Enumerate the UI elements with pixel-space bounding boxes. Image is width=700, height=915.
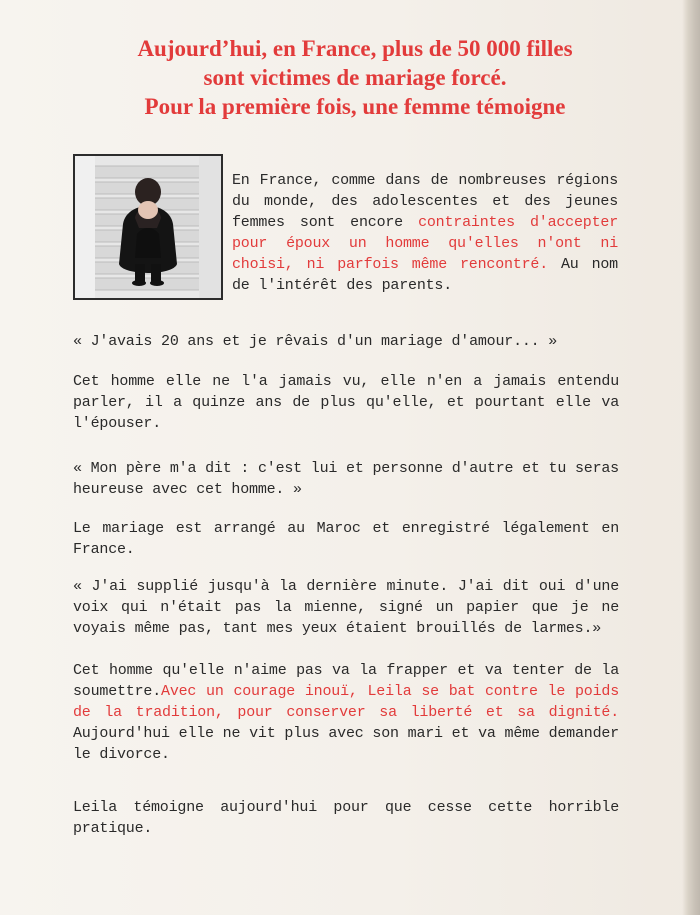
paragraph-6-text-3: Aujourd'hui elle ne vit plus avec son mari et va même demander le divorce. [73, 725, 619, 763]
intro-text-3: Au nom de l'intérêt des parents. [232, 256, 618, 294]
quote-2: « Mon père m'a dit : c'est lui et personne d'autre et tu seras heureuse avec cet homme. » [73, 460, 619, 498]
cover-edge [682, 0, 700, 915]
intro-text-1: En France, comme dans de nombreuses régions du monde, des adolescentes et des jeunes femmes sont encore [232, 172, 618, 231]
cover-photo [73, 154, 223, 300]
headline [70, 34, 640, 121]
paragraph-6 [73, 660, 619, 765]
headline-line-1: Aujourd’hui, en France, plus de 50 000 filles [137, 36, 573, 61]
quote-3: « J'ai supplié jusqu'à la dernière minute. J'ai dit oui d'une voix qui n'était pas la mienne, signé un papier que je ne voyais même pas, tant mes yeux étaient brouillés de larmes.» [73, 578, 619, 637]
intro-text-red: contraintes d'accepter pour époux un homme qu'elles n'ont ni choisi, ni parfois même rencontré. [232, 214, 618, 273]
paragraph-7: Leila témoigne aujourd'hui pour que cesse cette horrible pratique. [73, 799, 619, 837]
woman-on-stairs-photo [75, 156, 221, 298]
intro-paragraph [232, 170, 618, 296]
paragraph-2: Cet homme elle ne l'a jamais vu, elle n'en a jamais entendu parler, il a quinze ans de plus qu'elle, et pourtant elle va l'épouser. [73, 373, 619, 432]
headline-line-3: Pour la première fois, une femme témoigne [144, 94, 566, 119]
paragraph-4: Le mariage est arrangé au Maroc et enregistré légalement en France. [73, 520, 619, 558]
paragraph-6-text-1: Cet homme qu'elle n'aime pas va la frapper et va tenter de la soumettre. [73, 662, 619, 700]
paragraph-6-text-red: Avec un courage inouï, Leila se bat contre le poids de la tradition, pour conserver sa liberté et sa dignité. [73, 683, 619, 721]
quote-1: « J'avais 20 ans et je rêvais d'un mariage d'amour... » [73, 333, 558, 350]
headline-line-2: sont victimes de mariage forcé. [203, 65, 507, 90]
